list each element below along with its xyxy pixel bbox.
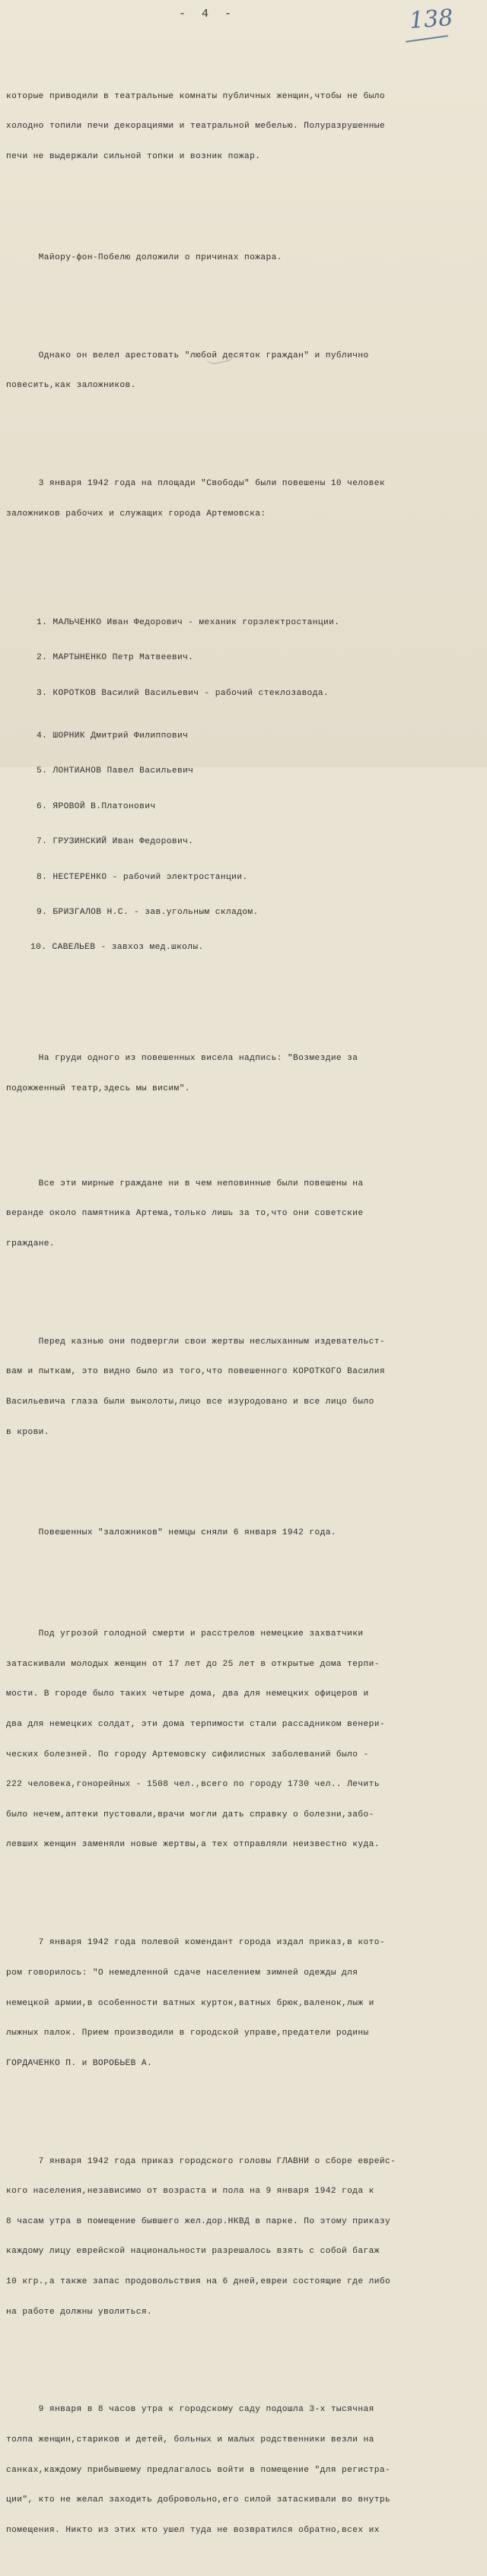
- text-line: Васильевича глаза были выколоты,лицо все изуродовано и все лицо было: [6, 1397, 374, 1407]
- text-line: холодно топили печи декорациями и театральной мебелью. Полуразрушенные: [6, 122, 385, 132]
- text-line: ческих болезней. По городу Артемовску сифилисных заболеваний было -: [6, 1750, 369, 1759]
- text-line: ГОРДАЧЕНКО П. и ВОРОБЬЕВ А.: [6, 2058, 153, 2068]
- paragraph-hanging: [6, 459, 482, 540]
- text-line: ции", кто не желал заходить добровольно,его силой затаскивали во внутрь: [6, 2495, 391, 2505]
- list-item: 3. КОРОТКОВ Василий Васильевич - рабочий стеклозавода.: [37, 688, 329, 698]
- text-line: Однако он велел арестовать "любой десяток граждан" и публично: [6, 351, 369, 360]
- text-line: которые приводили в театральные комнаты публичных женщин,чтобы не было: [6, 91, 385, 101]
- list-item: 8. НЕСТЕРЕНКО - рабочий электростанции.: [37, 872, 248, 882]
- text-line: 7 января 1942 года полевой комендант города издал приказ,в кото-: [6, 1938, 385, 1948]
- text-line: ром говорилось: "О немедленной сдаче населением зимней одежды для: [6, 1968, 358, 1978]
- archive-handwritten-number: 138: [408, 5, 454, 34]
- text-line: вам и пыткам, это видно было из того,что повешенного КОРОТКОГО Василия: [6, 1367, 385, 1377]
- text-line: 9 января в 8 часов утра к городскому саду подошла 3-х тысячная: [6, 2405, 374, 2415]
- text-line: Повешенных "заложников" немцы сняли 6 января 1942 года.: [6, 1528, 336, 1538]
- text-line: повесить,как заложников.: [6, 381, 136, 391]
- text-line: 7 января 1942 года приказ городского головы ГЛАВНИ о сборе еврейс-: [6, 2156, 396, 2166]
- text-line: кого населения,независимо от возраста и пола на 9 января 1942 года к: [6, 2187, 374, 2197]
- list-item: 7. ГРУЗИНСКИЙ Иван Федорович.: [37, 837, 194, 847]
- text-line: санках,каждому прибывшему предлагалось войти в помещение "для регистра-: [6, 2465, 391, 2475]
- list-item: 5. ЛОНТИАНОВ Павел Васильевич: [37, 766, 194, 776]
- paragraph-innocent: [6, 1159, 482, 1269]
- document-body: [6, 52, 482, 2576]
- list-item: 6. ЯРОВОЙ В.Платонович: [37, 801, 156, 811]
- text-line: Перед казнью они подвергли свои жертвы неслыханным издевательст-: [6, 1337, 385, 1347]
- text-line: подожженный театр,здесь мы висим".: [6, 1083, 190, 1093]
- paragraph-crowd: [6, 2385, 482, 2555]
- text-line: Под угрозой голодной смерти и расстрелов немецкие захватчики: [6, 1629, 364, 1639]
- hanged-victims-list: [6, 597, 482, 972]
- text-line: граждане.: [6, 1239, 56, 1248]
- archive-number-underline: [406, 35, 448, 43]
- text-line: 10 кгр.,а также запас продовольствия на 6 дней,евреи состоящие где либо: [6, 2277, 391, 2287]
- text-line: лыжных палок. Прием производили в городской управе,предатели родины: [6, 2029, 369, 2038]
- paragraph-jewish-order: [6, 2137, 482, 2337]
- text-line: 3 января 1942 года на площади "Свободы" были повешены 10 человек: [6, 479, 385, 489]
- text-line: помещения. Никто из этих кто ушел туда не возвратился обратно,всех их: [6, 2525, 380, 2535]
- text-line: заложников рабочих и служащих города Артемовска:: [6, 509, 266, 519]
- text-line: 8 часам утра в помещение бывшего жел.дор.НКВД в парке. По этому приказу: [6, 2216, 391, 2226]
- list-item: 9. БРИЗГАЛОВ Н.С. - зав.угольным складом.: [37, 908, 259, 918]
- text-line: Майору-фон-Побелю доложили о причинах пожара.: [6, 252, 282, 262]
- text-line: печи не выдержали сильной топки и возник пожар.: [6, 152, 261, 162]
- paragraph-inscription: [6, 1034, 482, 1115]
- text-line: каждому лицу еврейской национальности разрешалось взять с собой багаж: [6, 2247, 380, 2257]
- paragraph-removed: [6, 1508, 482, 1559]
- paragraph-brothels: [6, 1610, 482, 1870]
- paragraph-report: [6, 233, 482, 283]
- list-item: 4. ШОРНИК Дмитрий Филиппович: [37, 731, 189, 741]
- text-line: на работе должны уволиться.: [6, 2307, 153, 2317]
- text-line: два для немецких солдат, эти дома терпимости стали рассадником венери-: [6, 1720, 385, 1730]
- page-number: - 4 -: [179, 8, 237, 21]
- text-line: Все эти мирные граждане ни в чем неповинные были повешены на: [6, 1179, 364, 1188]
- text-line: было нечем,аптеки пустовали,врачи могли дать справку о болезни,забо-: [6, 1810, 374, 1819]
- text-line: толпа женщин,стариков и детей, больных и малых родственники везли на: [6, 2435, 374, 2445]
- text-line: в крови.: [6, 1427, 49, 1437]
- paragraph-continuation: [6, 71, 482, 182]
- paragraph-order: [6, 331, 482, 411]
- list-item: 2. МАРТЫНЕНКО Петр Матвеевич.: [37, 653, 194, 663]
- text-line: немецкой армии,в особенности ватных курток,ватных брюк,валенок,лыж и: [6, 1998, 374, 2008]
- text-line: На груди одного из повешенных висела надпись: "Возмездие за: [6, 1054, 358, 1064]
- list-item: 1. МАЛЬЧЕНКО Иван Федорович - механик горэлектростанции.: [37, 617, 340, 627]
- text-line: мости. В городе было таких четыре дома, два для немецких офицеров и: [6, 1689, 369, 1699]
- paragraph-winter-clothing: [6, 1918, 482, 2089]
- text-line: затаскивали молодых женщин от 17 лет до 25 лет в открытые дома терпи-: [6, 1659, 380, 1669]
- list-item: 10. САВЕЛЬЕВ - завхоз мед.школы.: [30, 943, 204, 953]
- text-line: 222 человека,гонорейных - 1508 чел.,всего по городу 1730 чел.. Лечить: [6, 1780, 380, 1790]
- paragraph-torture: [6, 1317, 482, 1458]
- text-line: левших женщин заменяли новые жертвы,а тех отправляли неизвестно куда.: [6, 1840, 380, 1850]
- text-line: веранде около памятника Артема,только лишь за то,что они советские: [6, 1209, 364, 1219]
